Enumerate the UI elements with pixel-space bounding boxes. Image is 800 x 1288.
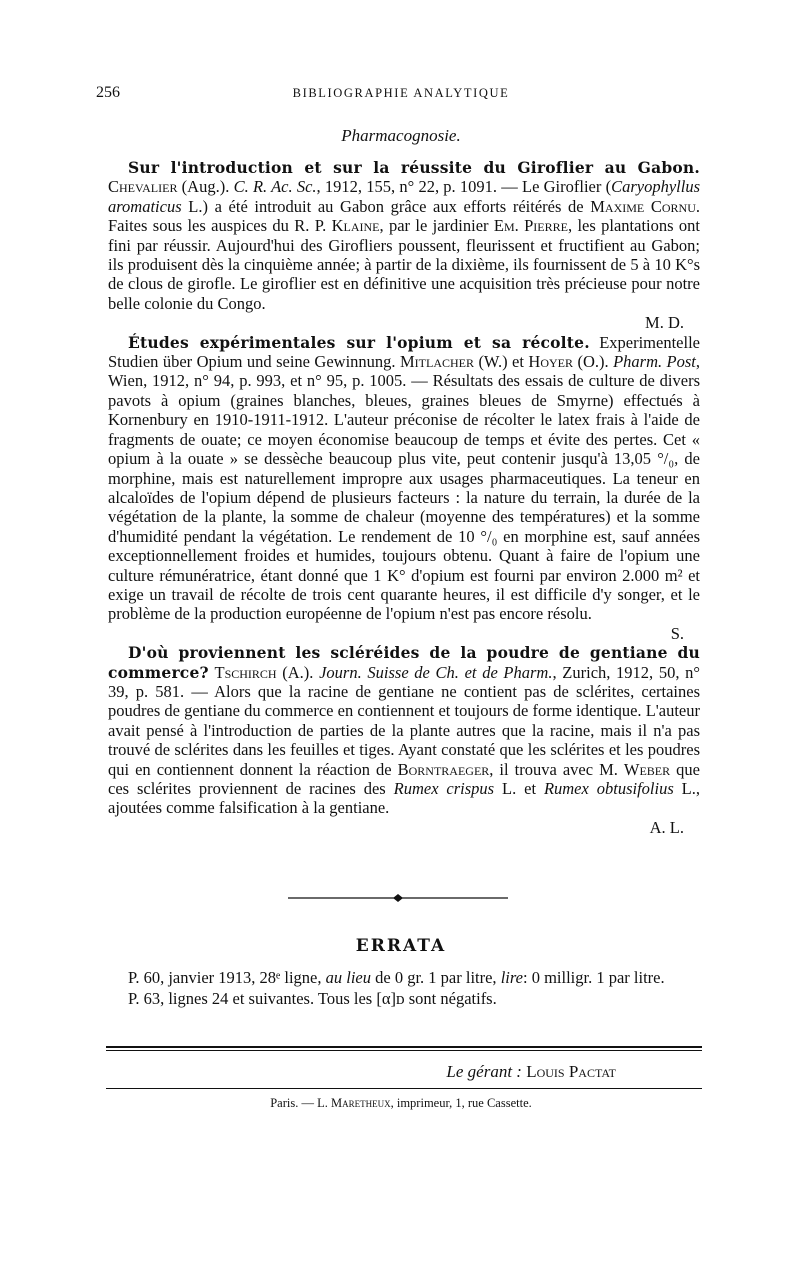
article-text: , les plantations ont fini par réussir. Aujourd'hui des Girofliers poussent, fleurissent et fructifient au Gabon; ils produisent dès la cinquième année; à partir de la dixième, ils fournissent de 5 à 10 K°s de clous de girofle. Le giroflier est en définitive une acquisition très précieuse pour notre belle colonie du Congo.: [108, 216, 700, 313]
person-name: Weber: [623, 759, 671, 779]
running-head: BIBLIOGRAPHIE ANALYTIQUE: [292, 86, 510, 100]
article-title: D'où proviennent les scléréides de la poudre de gentiane du commerce?: [108, 643, 700, 682]
article-signature: A. L.: [649, 817, 684, 837]
imprint-text: , imprimeur, 1, rue Cassette.: [390, 1096, 532, 1110]
author-name: Tschirch: [214, 662, 277, 682]
person-name: Em. Pierre: [493, 216, 568, 236]
article-text: L., ajoutées comme falsification à la gentiane.: [108, 779, 700, 818]
article-text: (Aug.).: [177, 177, 234, 197]
errata-title: ERRATA: [355, 936, 447, 956]
article-text: , par le jardinier: [379, 216, 494, 236]
article-opium: [108, 333, 700, 624]
article-title: Sur l'introduction et sur la réussite du Giroflier au Gabon.: [128, 158, 700, 177]
errata-item: [108, 989, 700, 1008]
article-text: L.) a été introduit au Gabon grâce aux efforts réitérés de: [181, 196, 591, 216]
article-text: . Faites sous les auspices du R. P.: [108, 196, 700, 236]
page-number: 256: [96, 84, 120, 101]
errata-list: [108, 968, 700, 1011]
article-text: , il trouva avec M.: [489, 759, 624, 779]
article-giroflier: [108, 158, 700, 313]
article-text: (O.).: [573, 352, 614, 372]
gerant-label: Le gérant :: [446, 1062, 522, 1081]
section-heading: Pharmacognosie.: [341, 126, 461, 145]
errata-text: : 0 milligr. 1 par litre.: [523, 968, 665, 987]
latin-name: Caryophyllus aromaticus: [108, 177, 701, 216]
article-text: , 1912, 155, n° 22, p. 1091. — Le Giroflier (: [316, 177, 612, 197]
errata-text: lire: [500, 968, 523, 987]
article-body: [108, 158, 700, 837]
printer-imprint: [96, 1096, 706, 1111]
errata-item: [108, 968, 700, 987]
author-name: Mitlacher: [400, 352, 474, 372]
article-signature: M. D.: [645, 313, 684, 333]
article-text: , Zurich, 1912, 50, n° 39, p. 581. — Alors que la racine de gentiane ne contient pas de sclérites, certaines poudres de gentiane du commerce en contiennent et toujours de forme identique. L'auteur avait pensé à l'introduction de parties de la plante autres que la racine, mais il n'a pas trouvé de sclérites dans les feuilles et tiges. Ayant constaté que les sclérites et les poudres qui en contiennent donnent la réaction de: [108, 662, 701, 779]
printer-name: Maretheux: [331, 1096, 391, 1110]
article-text: L. et: [494, 779, 544, 798]
footer-rule: [106, 1046, 702, 1048]
footer-rule: [106, 1050, 702, 1051]
errata-text: P. 60, janvier 1913, 28ᵉ ligne,: [128, 968, 326, 987]
article-title: Études expérimentales sur l'opium et sa récolte.: [128, 332, 590, 352]
person-name: Borntraeger: [397, 759, 490, 779]
errata-text: P. 63, lignes 24 et suivantes. Tous les [α]ᴅ sont négatifs.: [128, 989, 497, 1009]
article-text: Experimentelle Studien über Opium und seine Gewinnung.: [108, 332, 700, 372]
journal-ref: Pharm. Post: [613, 352, 696, 372]
footer-rule: [106, 1088, 702, 1089]
article-text: que ces sclérites proviennent de racines des: [108, 759, 700, 798]
article-text: (A.).: [276, 662, 320, 682]
errata-text: au lieu: [325, 968, 372, 987]
gerant-name: Louis Pactat: [526, 1062, 616, 1081]
person-name: Maxime Cornu: [590, 196, 696, 216]
gerant-line: [96, 1062, 616, 1082]
article-gentiane: [108, 643, 700, 818]
imprint-text: Paris. — L.: [270, 1096, 331, 1110]
article-text: , Wien, 1912, n° 94, p. 993, et n° 95, p. 1005. — Résultats des essais de culture de divers pavots à opium (graines blanches, bleues, graines bleues de Smyrne) effectués à Kornenbury en 1910-1911-1912. L'auteur préconise de récolter le latex frais à l'aide de fragments de ouate; ce moyen économise beaucoup de temps et évite des pertes. Cet « opium à la ouate » se dessèche beaucoup plus vite, peut contenir jusqu'à 13,05 °/₀, de morphine, mais est naturellement impropre aux usages pharmaceutiques. La teneur en alcaloïdes de l'opium dépend de plusieurs facteurs : la nature du terrain, la durée de la végétation de la plante, la somme de chaleur (moyenne des températures) et la somme d'humidité pendant la végétation. Le rendement de 10 °/₀ en morphine est, sauf années exceptionnellement froides et humides, toujours obtenu. Quant à faire de l'opium une culture rémunératrice, étant donné que 1 K° d'opium est fourni par environ 2.000 m² et exige un travail de récolte de trois cent quarante heures, il est difficile d'y songer, et le problème de la production européenne de l'opium n'est pas encore résolu.: [108, 352, 701, 624]
page-header: [96, 84, 706, 108]
article-text: (W.) et: [474, 352, 529, 372]
article-signature: S.: [670, 623, 684, 643]
author-name: Chevalier: [108, 177, 178, 197]
journal-ref: Journ. Suisse de Ch. et de Pharm.: [319, 662, 553, 682]
errata-text: de 0 gr. 1 par litre,: [371, 968, 501, 987]
author-name: Hoyer: [528, 352, 574, 372]
person-name: Klaine: [331, 216, 380, 236]
journal-ref: C. R. Ac. Sc.: [233, 177, 317, 197]
latin-name: Rumex obtusifolius: [543, 779, 674, 798]
latin-name: Rumex crispus: [393, 779, 495, 798]
diamond-divider-icon: [288, 894, 508, 902]
